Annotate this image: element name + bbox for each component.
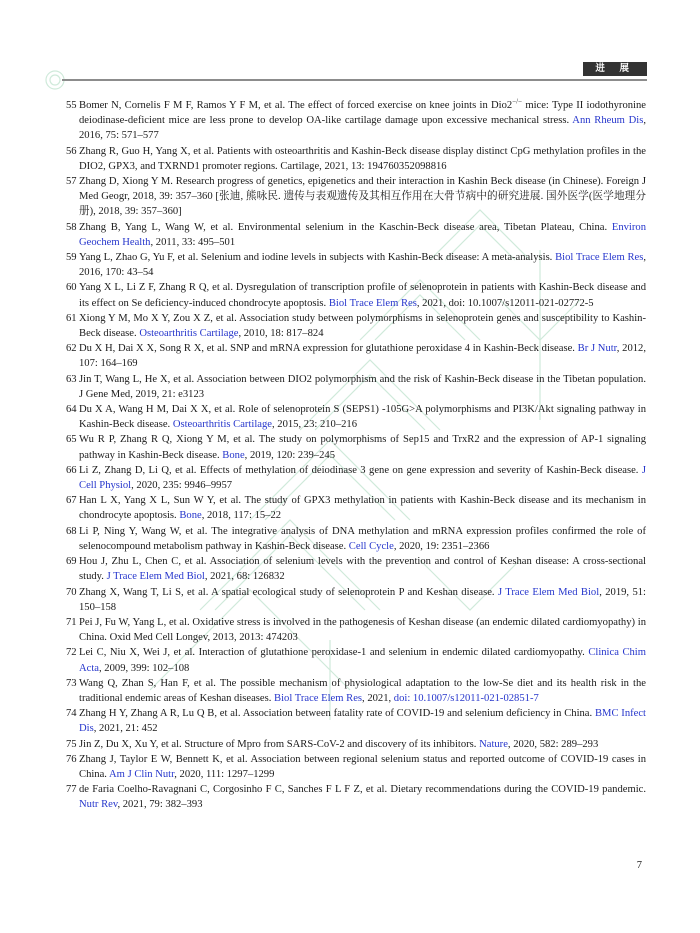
text-segment: , 2011, 33: 495–501 [150,236,236,248]
reference-text [79,252,646,278]
reference-item [66,402,646,432]
reference-item [66,174,646,220]
reference-number: 63 [66,373,77,385]
text-segment: mice: Type II iodothyronine deiodinase-deficient mice are less prone to develop OA-like cartilage damage upon excessive mechanical stress. [79,100,646,127]
reference-item [66,220,646,250]
text-segment: , 2021, [362,692,394,704]
reference-item [66,463,646,493]
reference-item [66,676,646,706]
reference-text [79,404,646,430]
journal-link[interactable]: Biol Trace Elem Res [274,692,363,704]
reference-number: 64 [66,404,77,416]
text-segment: , 2009, 399: 102–108 [99,662,190,674]
text-segment: Wu R P, Zhang R Q, Xiong Y M, et al. The study on polymorphisms of Sep15 and TrxR2 and the expression of AP-1 signaling pathway in Kashin-Beck disease. [79,434,646,461]
reference-item [66,645,646,675]
reference-item [66,524,646,554]
reference-number: 67 [66,495,77,507]
reference-item [66,782,646,812]
text-segment: Zhang J, Taylor E W, Bennett K, et al. Association between regional selenium status and reported outcome of COVID-19 cases in China. [79,753,646,780]
reference-item [66,432,646,462]
journal-link[interactable]: Br J Nutr [577,343,617,355]
reference-text [79,465,646,491]
reference-text [79,313,646,339]
reference-number: 62 [66,343,77,355]
journal-link[interactable]: Nutr Rev [79,799,118,811]
reference-text [79,556,646,582]
reference-item [66,752,646,782]
reference-text [79,176,646,217]
text-segment: Du X H, Dai X X, Song R X, et al. SNP and mRNA expression for glutathione peroxidase 4 in Kashin-Beck disease. [79,343,578,355]
text-segment: , 2012, 107: 164–169 [79,343,646,370]
text-segment: , 2021, 68: 126832 [204,571,285,583]
reference-text [79,739,598,750]
reference-number: 60 [66,282,77,294]
text-segment: Zhang B, Yang L, Wang W, et al. Environmental selenium in the Kaschin-Beck disease area, Tibetan Plateau, China. [79,221,612,233]
reference-text [79,678,646,704]
text-segment: , 2021, 21: 452 [93,723,158,735]
reference-number: 74 [66,708,77,720]
text-segment: Lei C, Niu X, Wei J, et al. Interaction of glutathione peroxidase-1 and selenium in endemic dilated cardiomyopathy. [79,647,589,659]
text-segment: , 2020, 111: 1297–1299 [174,768,275,780]
reference-text [79,587,646,613]
reference-list [66,98,646,813]
text-segment: Han L X, Yang X L, Sun W Y, et al. The study of GPX3 methylation in patients with Kashin-Beck disease and its mechanism in chondrocyte apoptosis. [79,495,646,522]
reference-number: 77 [66,784,77,796]
reference-text [79,495,646,521]
text-segment: , 2016, 75: 571–577 [79,115,646,142]
journal-link[interactable]: Clinica Chim Acta [79,647,646,674]
text-segment: Xiong Y M, Mo X Y, Zou X Z, et al. Association study between polymorphisms in selenoprotein genes and susceptibility to Kashin-Beck disease. [79,312,646,340]
reference-item [66,554,646,584]
reference-text [79,343,646,369]
reference-number: 56 [66,145,77,157]
text-segment: , 2020, 19: 2351–2366 [393,540,490,552]
reference-item [66,144,646,174]
text-segment: , 2019, 51: 150–158 [79,586,646,613]
reference-number: 73 [66,677,77,689]
reference-item [66,311,646,341]
reference-number: 65 [66,434,77,446]
journal-link[interactable]: Bone [222,449,245,461]
reference-number: 72 [66,647,77,659]
text-segment: Wang Q, Zhan S, Han F, et al. The possible mechanism of physiological adaptation to the low-Se diet and its health risk in the traditional endemic areas of Keshan diseases. [79,677,646,704]
journal-link[interactable]: Biol Trace Elem Res [328,297,417,309]
reference-text [79,222,646,248]
reference-text [79,434,646,460]
reference-number: 61 [66,312,77,324]
reference-item [66,98,646,144]
text-segment: Zhang D, Xiong Y M. Research progress of genetics, epigenetics and their interaction in Kashin Beck disease (in Chinese). Foreign J Med Geogr, 2018, 39: 357–360 [张迪, 熊咏民. 遗传与表观遗传及其相互作用在大骨节病中的研究进展. 国外医学(医学地理分册), 2018, 39: 357–360] [79,176,646,218]
text-segment: , 2010, 18: 817–824 [238,328,324,340]
header-rule-divider [62,79,647,81]
text-segment: , 2021, doi: 10.1007/s12011-021-02772-5 [416,297,594,309]
text-segment: , 2015, 23: 210–216 [271,419,358,431]
text-segment: Li Z, Zhang D, Li Q, et al. Effects of methylation of deiodinase 3 gene on gene expression and severity of Kashin-Beck disease. [79,464,642,476]
reference-text [79,97,646,142]
superscript-text: −/− [512,97,523,106]
reference-item [66,372,646,402]
text-segment: Zhang R, Guo H, Yang X, et al. Patients with osteoarthritis and Kashin-Beck disease display distinct CpG methylation profiles in the DIO2, GPX3, and TXRND1 promoter regions. Cartilage, 2021, 13: 194760352098816 [79,145,646,172]
journal-link[interactable]: Nature [479,738,508,750]
reference-text [79,784,646,810]
reference-number: 66 [66,464,77,476]
reference-text [79,374,646,400]
reference-text [79,617,646,643]
reference-number: 68 [66,525,77,537]
journal-link[interactable]: doi: 10.1007/s12011-021-02851-7 [393,692,539,704]
reference-number: 71 [66,616,77,628]
reference-item [66,250,646,280]
reference-item [66,280,646,310]
reference-text [79,647,646,673]
text-segment: Hou J, Zhu L, Chen C, et al. Association of selenium levels with the prevention and control of Keshan disease: A cross-sectional study. [79,556,646,583]
reference-number: 55 [66,100,77,111]
text-segment: Bomer N, Cornelis F M F, Ramos Y F M, et al. The effect of forced exercise on knee joints in Dio2 [79,100,513,111]
reference-text [79,526,646,552]
reference-number: 75 [66,738,77,750]
text-segment: Pei J, Fu W, Yang L, et al. Oxidative stress is involved in the pathogenesis of Keshan disease (an endemic dilated cardiomyopathy) in China. Oxid Med Cell Longev, 2013, 2013: 474203 [79,616,646,644]
journal-link[interactable]: J Cell Physiol [79,464,646,492]
reference-number: 70 [66,586,77,598]
reference-number: 58 [66,221,77,233]
journal-link[interactable]: Biol Trace Elem Res [555,252,644,264]
text-segment: , 2020, 582: 289–293 [507,738,599,750]
reference-number: 59 [66,252,77,264]
text-segment: , 2016, 170: 43–54 [79,252,646,279]
journal-link[interactable]: J Trace Elem Med Biol [497,586,600,598]
reference-number: 76 [66,753,77,765]
section-tag: 进 展 [583,62,647,76]
journal-link[interactable]: Ann Rheum Dis [572,115,644,127]
journal-link[interactable]: BMC Infect Dis [79,708,646,735]
journal-link[interactable]: Bone [179,510,202,522]
reference-number: 69 [66,556,77,568]
text-segment: Jin Z, Du X, Xu Y, et al. Structure of Mpro from SARS-CoV-2 and discovery of its inhibitors. [79,738,480,750]
journal-link[interactable]: J Trace Elem Med Biol [106,571,205,583]
text-segment: Zhang H Y, Zhang A R, Lu Q B, et al. Association between fatality rate of COVID-19 and selenium deficiency in China. [79,708,595,720]
reference-item [66,341,646,371]
reference-text [79,754,646,780]
text-segment: , 2020, 235: 9946–9957 [131,480,233,492]
reference-item [66,706,646,736]
journal-link[interactable]: Environ Geochem Health [79,221,646,248]
text-segment: , 2018, 117: 15–22 [201,510,282,522]
text-segment: Du X A, Wang H M, Dai X X, et al. Role of selenoprotein S (SEPS1) -105G>A polymorphisms and PI3K/Akt signaling pathway in Kashin-Beck disease. [79,404,646,431]
text-segment: Zhang X, Wang T, Li S, et al. A spatial ecological study of selenoprotein P and Keshan disease. [79,586,498,598]
reference-item [66,737,646,752]
journal-link[interactable]: Osteoarthritis Cartilage [172,419,272,431]
journal-link[interactable]: Osteoarthritis Cartilage [139,328,239,340]
text-segment: Li P, Ning Y, Wang W, et al. The integrative analysis of DNA methylation and mRNA expression profiles confirmed the role of selenocompound metabolism pathway in Kashin-Beck disease. [79,525,646,552]
text-segment: Yang X L, Li Z F, Zhang R Q, et al. Dysregulation of transcription profile of selenoprotein in patients with Kashin-Beck disease and its effect on Se deficiency-induced chondrocyte apoptosis. [79,282,646,309]
page-number: 7 [636,860,642,871]
journal-link[interactable]: Am J Clin Nutr [109,768,175,780]
reference-text [79,282,646,308]
text-segment: , 2021, 79: 382–393 [117,799,203,811]
text-segment: Jin T, Wang L, He X, et al. Association between DIO2 polymorphism and the risk of Kashin-Beck disease in the Tibetan population. J Gene Med, 2019, 21: e3123 [79,373,646,400]
reference-item [66,585,646,615]
journal-link[interactable]: Cell Cycle [348,540,394,552]
reference-item [66,615,646,645]
text-segment: Yang L, Zhao G, Yu F, et al. Selenium and iodine levels in subjects with Kashin-Beck disease: A meta-analysis. [79,252,556,264]
reference-text [79,708,646,734]
text-segment: de Faria Coelho-Ravagnani C, Corgosinho F C, Sanches F L F Z, et al. Dietary recommendations during the COVID-19 pandemic. [79,784,646,796]
reference-text [79,146,646,172]
reference-number: 57 [66,176,77,188]
reference-item [66,493,646,523]
text-segment: , 2019, 120: 239–245 [244,449,335,461]
